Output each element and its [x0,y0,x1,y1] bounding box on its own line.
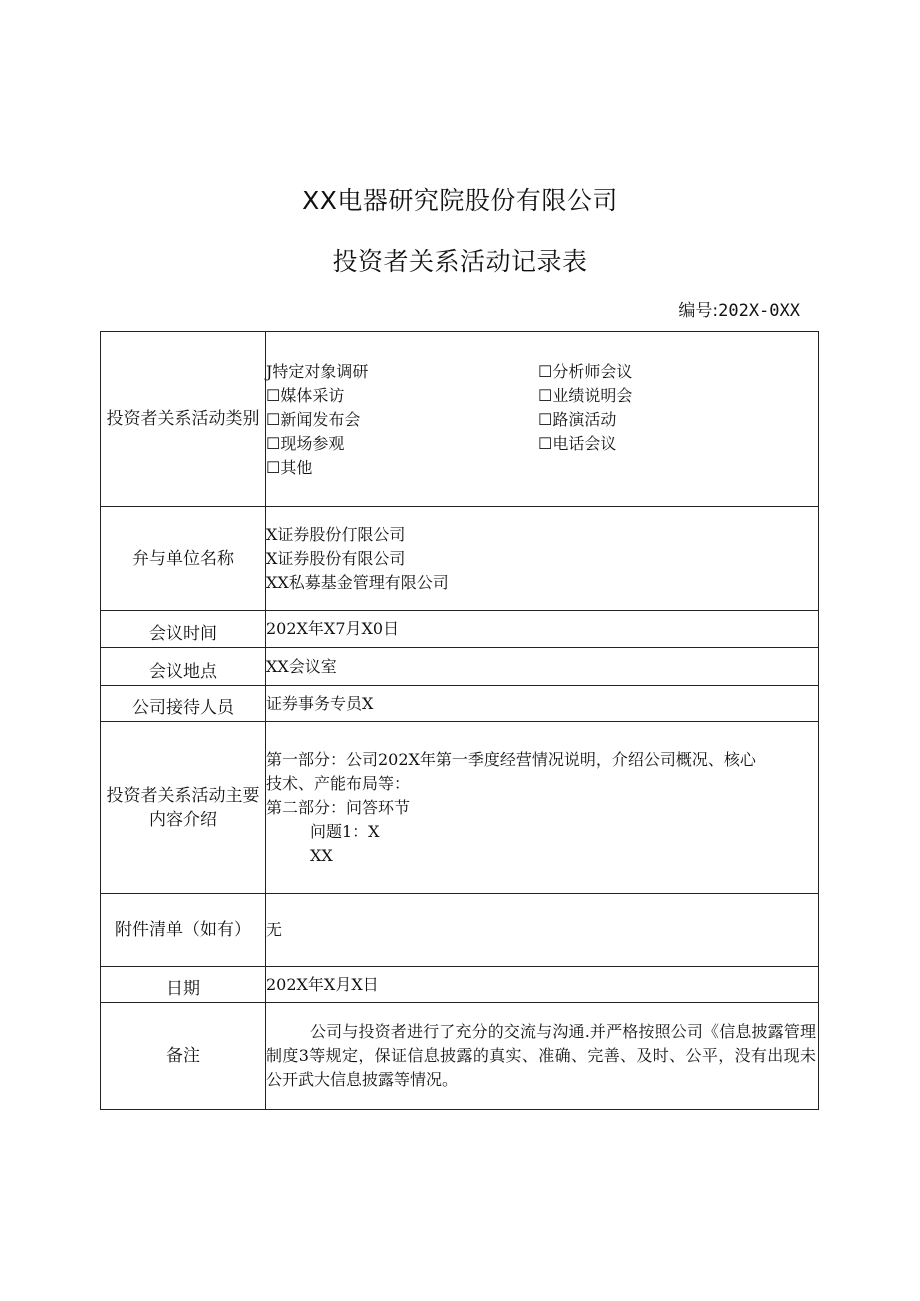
category-label: 投资者关系活动类别 [101,332,266,507]
attachments-value: 无 [266,894,819,967]
option-earnings-briefing[interactable]: ☐业绩说明会 [538,386,633,405]
remarks-cell [266,1003,819,1110]
participants-label: 弁与单位名称 [101,507,266,611]
record-table [100,331,819,1110]
option-other[interactable]: ☐其他 [266,458,313,477]
date-value: 202X年X月X日 [266,967,819,1003]
content-line: 第二部分：问答环节 [266,797,411,817]
staff-label: 公司接待人员 [101,686,266,722]
option-analyst-meeting[interactable]: ☐分析师会议 [538,362,633,381]
company-name: XX电器研究院股份有限公司 [302,186,618,215]
content-line: 问题1：X [310,821,380,841]
content-line: 第一部分：公司202X年第一季度经营情况说明，介绍公司概况、核心 [266,749,756,769]
content-line: XX [310,845,333,865]
content-lines [266,748,818,868]
category-cell [266,332,819,507]
remarks-text: 公司与投资者进行了充分的交流与沟通.并严格按照公司《信息披露管理制度3等规定，保证信息披露的真实、准确、完善、及时、公平，没有出现未公开武大信息披露等情况。 [266,1022,816,1089]
row-time [101,611,819,648]
row-date [101,967,819,1003]
participant-item: X证券股份有限公司 [266,548,406,568]
row-attachments [101,894,819,967]
row-content [101,722,819,894]
option-media-interview[interactable]: ☐媒体采访 [266,386,345,405]
row-participants [101,507,819,611]
option-press-conference[interactable]: ☐新闻发布会 [266,410,361,429]
remarks-label: 备注 [101,1003,266,1110]
content-label: 投资者关系活动主要内容介绍 [101,722,266,894]
option-specific-research[interactable]: J特定对象调研 [266,362,369,381]
content-line: 技术、产能布局等： [266,773,411,793]
attachments-label: 附件清单（如有） [101,894,266,967]
participant-item: X证券股份仃限公司 [266,524,406,544]
location-value: XX会议室 [266,648,819,686]
content-cell [266,722,819,894]
serial-value: 202X-0XX [718,301,800,321]
option-site-visit[interactable]: ☐现场参观 [266,434,345,453]
serial-label: 编号: [678,301,719,321]
participants-list [266,523,818,595]
time-label: 会议时间 [101,611,266,648]
row-staff [101,686,819,722]
time-value: 202X年X7月X0日 [266,611,819,648]
serial-number [678,296,800,321]
category-options [266,358,818,480]
participant-item: XX私募基金管理有限公司 [266,572,449,592]
row-location [101,648,819,686]
location-label: 会议地点 [101,648,266,686]
row-remarks [101,1003,819,1110]
option-roadshow[interactable]: ☐路演活动 [538,410,617,429]
participants-cell [266,507,819,611]
option-phone-meeting[interactable]: ☐电话会议 [538,434,617,453]
date-label: 日期 [101,967,266,1003]
row-category [101,332,819,507]
form-title: 投资者关系活动记录表 [332,247,588,276]
staff-value: 证券事务专员X [266,686,819,722]
